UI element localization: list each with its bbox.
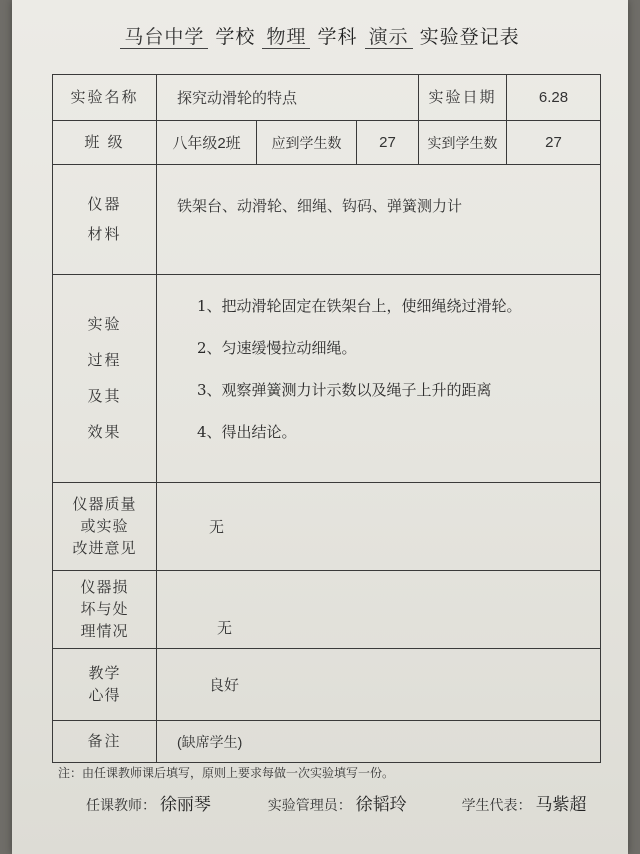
- reflection-label-line2: 心得: [88, 686, 121, 704]
- actual-students-value[interactable]: 27: [507, 121, 601, 165]
- process-label-line3: 及其: [87, 387, 122, 405]
- process-label: [53, 275, 157, 483]
- process-step: 3、观察弹簧测力计示数以及绳子上升的距离: [197, 381, 492, 399]
- student-rep-signature: 马紫超: [535, 795, 587, 815]
- materials-label-line1: 仪器: [87, 195, 122, 213]
- form-name: 实验登记表: [419, 27, 520, 48]
- damage-value[interactable]: 无: [157, 571, 601, 649]
- row-materials: [53, 165, 601, 275]
- expected-students-value[interactable]: 27: [357, 121, 419, 165]
- experiment-date-value[interactable]: 6.28: [507, 75, 601, 121]
- damage-label-line3: 理情况: [80, 622, 129, 640]
- manager-label: 实验管理员：: [267, 797, 352, 813]
- damage-label-line1: 仪器损: [80, 578, 129, 596]
- teacher-label: 任课教师：: [86, 797, 156, 813]
- form-paper: [12, 0, 628, 854]
- school-name-handwritten: 马台中学: [120, 26, 208, 49]
- damage-label: [53, 571, 157, 649]
- process-label-line2: 过程: [87, 351, 122, 369]
- reflection-value[interactable]: 良好: [157, 649, 601, 721]
- class-label: 班 级: [53, 121, 157, 165]
- subject-handwritten: 物理: [262, 26, 310, 49]
- row-quality: [53, 483, 601, 571]
- student-rep-label: 学生代表：: [461, 797, 532, 813]
- materials-value[interactable]: 铁架台、动滑轮、细绳、钩码、弹簧测力计: [157, 165, 601, 275]
- quality-value[interactable]: 无: [157, 483, 601, 571]
- class-value[interactable]: 八年级2班: [157, 121, 257, 165]
- process-step: 4、得出结论。: [197, 423, 297, 441]
- experiment-type-handwritten: 演示: [365, 26, 413, 49]
- experiment-name-label: 实验名称: [53, 75, 157, 121]
- process-step: 2、匀速缓慢拉动细绳。: [197, 339, 357, 357]
- process-steps[interactable]: [157, 275, 601, 483]
- school-suffix: 学校: [215, 27, 256, 48]
- quality-label-line1: 仪器质量: [72, 495, 137, 513]
- process-step: 1、把动滑轮固定在铁架台上，使细绳绕过滑轮。: [197, 297, 522, 315]
- row-remarks: [53, 721, 601, 763]
- row-experiment-name: [53, 75, 601, 121]
- actual-students-label: 实到学生数: [419, 121, 507, 165]
- row-reflection: [53, 649, 601, 721]
- row-process: [53, 275, 601, 483]
- experiment-name-value[interactable]: 探究动滑轮的特点: [157, 75, 419, 121]
- teacher-signature: 徐丽琴: [159, 795, 211, 815]
- quality-label: [53, 483, 157, 571]
- process-label-line1: 实验: [87, 315, 122, 333]
- form-title: [12, 22, 628, 58]
- materials-label-line2: 材料: [87, 225, 122, 243]
- remarks-label: 备注: [53, 721, 157, 763]
- row-class: [53, 121, 601, 165]
- experiment-date-label: 实验日期: [419, 75, 507, 121]
- footer-note: 注：由任课教师课后填写，原则上要求每做一次实验填写一份。: [58, 766, 395, 780]
- expected-students-label: 应到学生数: [257, 121, 357, 165]
- quality-label-line2: 或实验: [80, 517, 129, 535]
- manager-signature: 徐韬玲: [355, 795, 407, 815]
- process-label-line4: 效果: [87, 423, 122, 441]
- materials-label: [53, 165, 157, 275]
- reflection-label: [53, 649, 157, 721]
- quality-label-line3: 改进意见: [72, 539, 137, 557]
- reflection-label-line1: 教学: [88, 664, 121, 682]
- row-damage: [53, 571, 601, 649]
- remarks-value[interactable]: (缺席学生): [157, 721, 601, 763]
- signature-row: [86, 790, 606, 815]
- subject-suffix: 学科: [317, 27, 358, 48]
- damage-label-line2: 坏与处: [80, 600, 129, 618]
- registration-table: [52, 74, 601, 763]
